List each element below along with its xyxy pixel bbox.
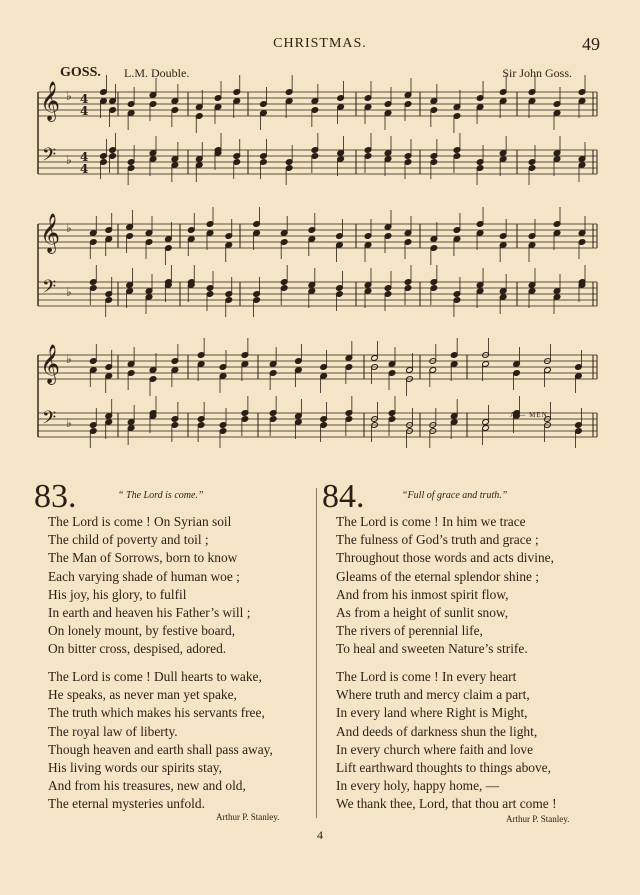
tune-name: GOSS. (60, 65, 101, 80)
time-signature: 4 (80, 150, 89, 164)
verse-line: He speaks, as never man yet spake, (48, 687, 237, 703)
page-number: 49 (582, 34, 600, 54)
verse-line: The child of poverty and toil ; (48, 532, 209, 548)
verse-line: Throughout those words and acts divine, (336, 550, 554, 566)
verse-line: In every church where faith and love (336, 741, 534, 757)
verse-line: The truth which makes his servants free, (48, 705, 265, 721)
bass-clef-icon: 𝄢 (42, 277, 57, 302)
verse-line: We thank thee, Lord, that thou art come ! (336, 796, 557, 812)
verse-line: Gleams of the eternal splendor shine ; (336, 568, 540, 584)
hymn-84-number: 84. (322, 478, 365, 515)
verse-line: Where truth and mercy claim a part, (336, 687, 530, 703)
flat-icon: ♭ (66, 221, 72, 235)
hymn-84-epigraph: “Full of grace and truth.” (402, 490, 508, 501)
verse-line: The eternal mysteries unfold. (48, 796, 205, 812)
treble-clef-icon: 𝄞 (40, 213, 61, 253)
signature-mark: 4 (317, 828, 323, 842)
flat-icon: ♭ (66, 352, 72, 366)
verse-line: And from his inmost spirit flow, (336, 586, 509, 602)
bass-clef-icon: 𝄢 (42, 145, 57, 170)
verse-line: In earth and heaven his Father’s will ; (48, 604, 251, 620)
hymn-83-number: 83. (34, 478, 77, 515)
verse-line: And deeds of darkness shun the light, (336, 723, 538, 739)
verse-line: Though heaven and earth shall pass away, (48, 741, 273, 757)
verse-line: In every holy, happy home, — (336, 778, 500, 794)
verse-line: The royal law of liberty. (48, 723, 178, 739)
flat-icon: ♭ (66, 416, 72, 430)
verse-line: As from a height of sunlit snow, (336, 604, 509, 620)
verse-line: To heal and sweeten Nature’s strife. (336, 641, 528, 657)
time-signature: 4 (80, 104, 89, 118)
flat-icon: ♭ (66, 285, 72, 299)
verse-line: Each varying shade of human woe ; (48, 568, 240, 584)
hymn-84-attribution: Arthur P. Stanley. (506, 814, 570, 824)
verse-line: And from his treasures, new and old, (48, 778, 246, 794)
verse-line: In every land where Right is Might, (336, 705, 528, 721)
flat-icon: ♭ (66, 153, 72, 167)
verse-line: The Lord is come ! Dull hearts to wake, (48, 669, 262, 684)
verse-line: His living words our spirits stay, (48, 759, 222, 775)
time-signature: 4 (80, 162, 89, 176)
hymn-84-stanza-1 (336, 513, 554, 659)
running-title: CHRISTMAS. (273, 36, 367, 51)
time-signature: 4 (80, 92, 89, 106)
verse-line: The fulness of God’s truth and grace ; (336, 532, 539, 548)
verse-line: On lonely mount, by festive board, (48, 623, 236, 639)
verse-line: His joy, his glory, to fulfil (48, 586, 187, 602)
treble-clef-icon: 𝄞 (40, 81, 61, 121)
column-divider (316, 488, 317, 818)
hymn-84-stanza-2 (336, 668, 557, 814)
verse-line: Lift earthward thoughts to things above, (336, 759, 551, 775)
hymn-83-stanza-2 (48, 668, 273, 814)
hymn-83-epigraph: “ The Lord is come.” (118, 490, 204, 501)
flat-icon: ♭ (66, 89, 72, 103)
verse-line: The Lord is come ! In every heart (336, 669, 517, 684)
tune-composer: Sir John Goss. (502, 66, 572, 80)
treble-clef-icon: 𝄞 (40, 344, 61, 384)
bass-clef-icon: 𝄢 (42, 408, 57, 433)
verse-line: On bitter cross, despised, adored. (48, 641, 227, 657)
verse-line: The Man of Sorrows, born to know (48, 550, 238, 566)
verse-line: The rivers of perennial life, (336, 623, 483, 639)
tune-meter: L.M. Double. (124, 66, 190, 80)
verse-line: The Lord is come ! On Syrian soil (48, 514, 232, 529)
verse-line: The Lord is come ! In him we trace (336, 514, 526, 529)
hymn-83-attribution: Arthur P. Stanley. (216, 812, 280, 822)
amen-label: A — MEN. (510, 411, 551, 419)
hymn-83-stanza-1 (48, 513, 250, 659)
